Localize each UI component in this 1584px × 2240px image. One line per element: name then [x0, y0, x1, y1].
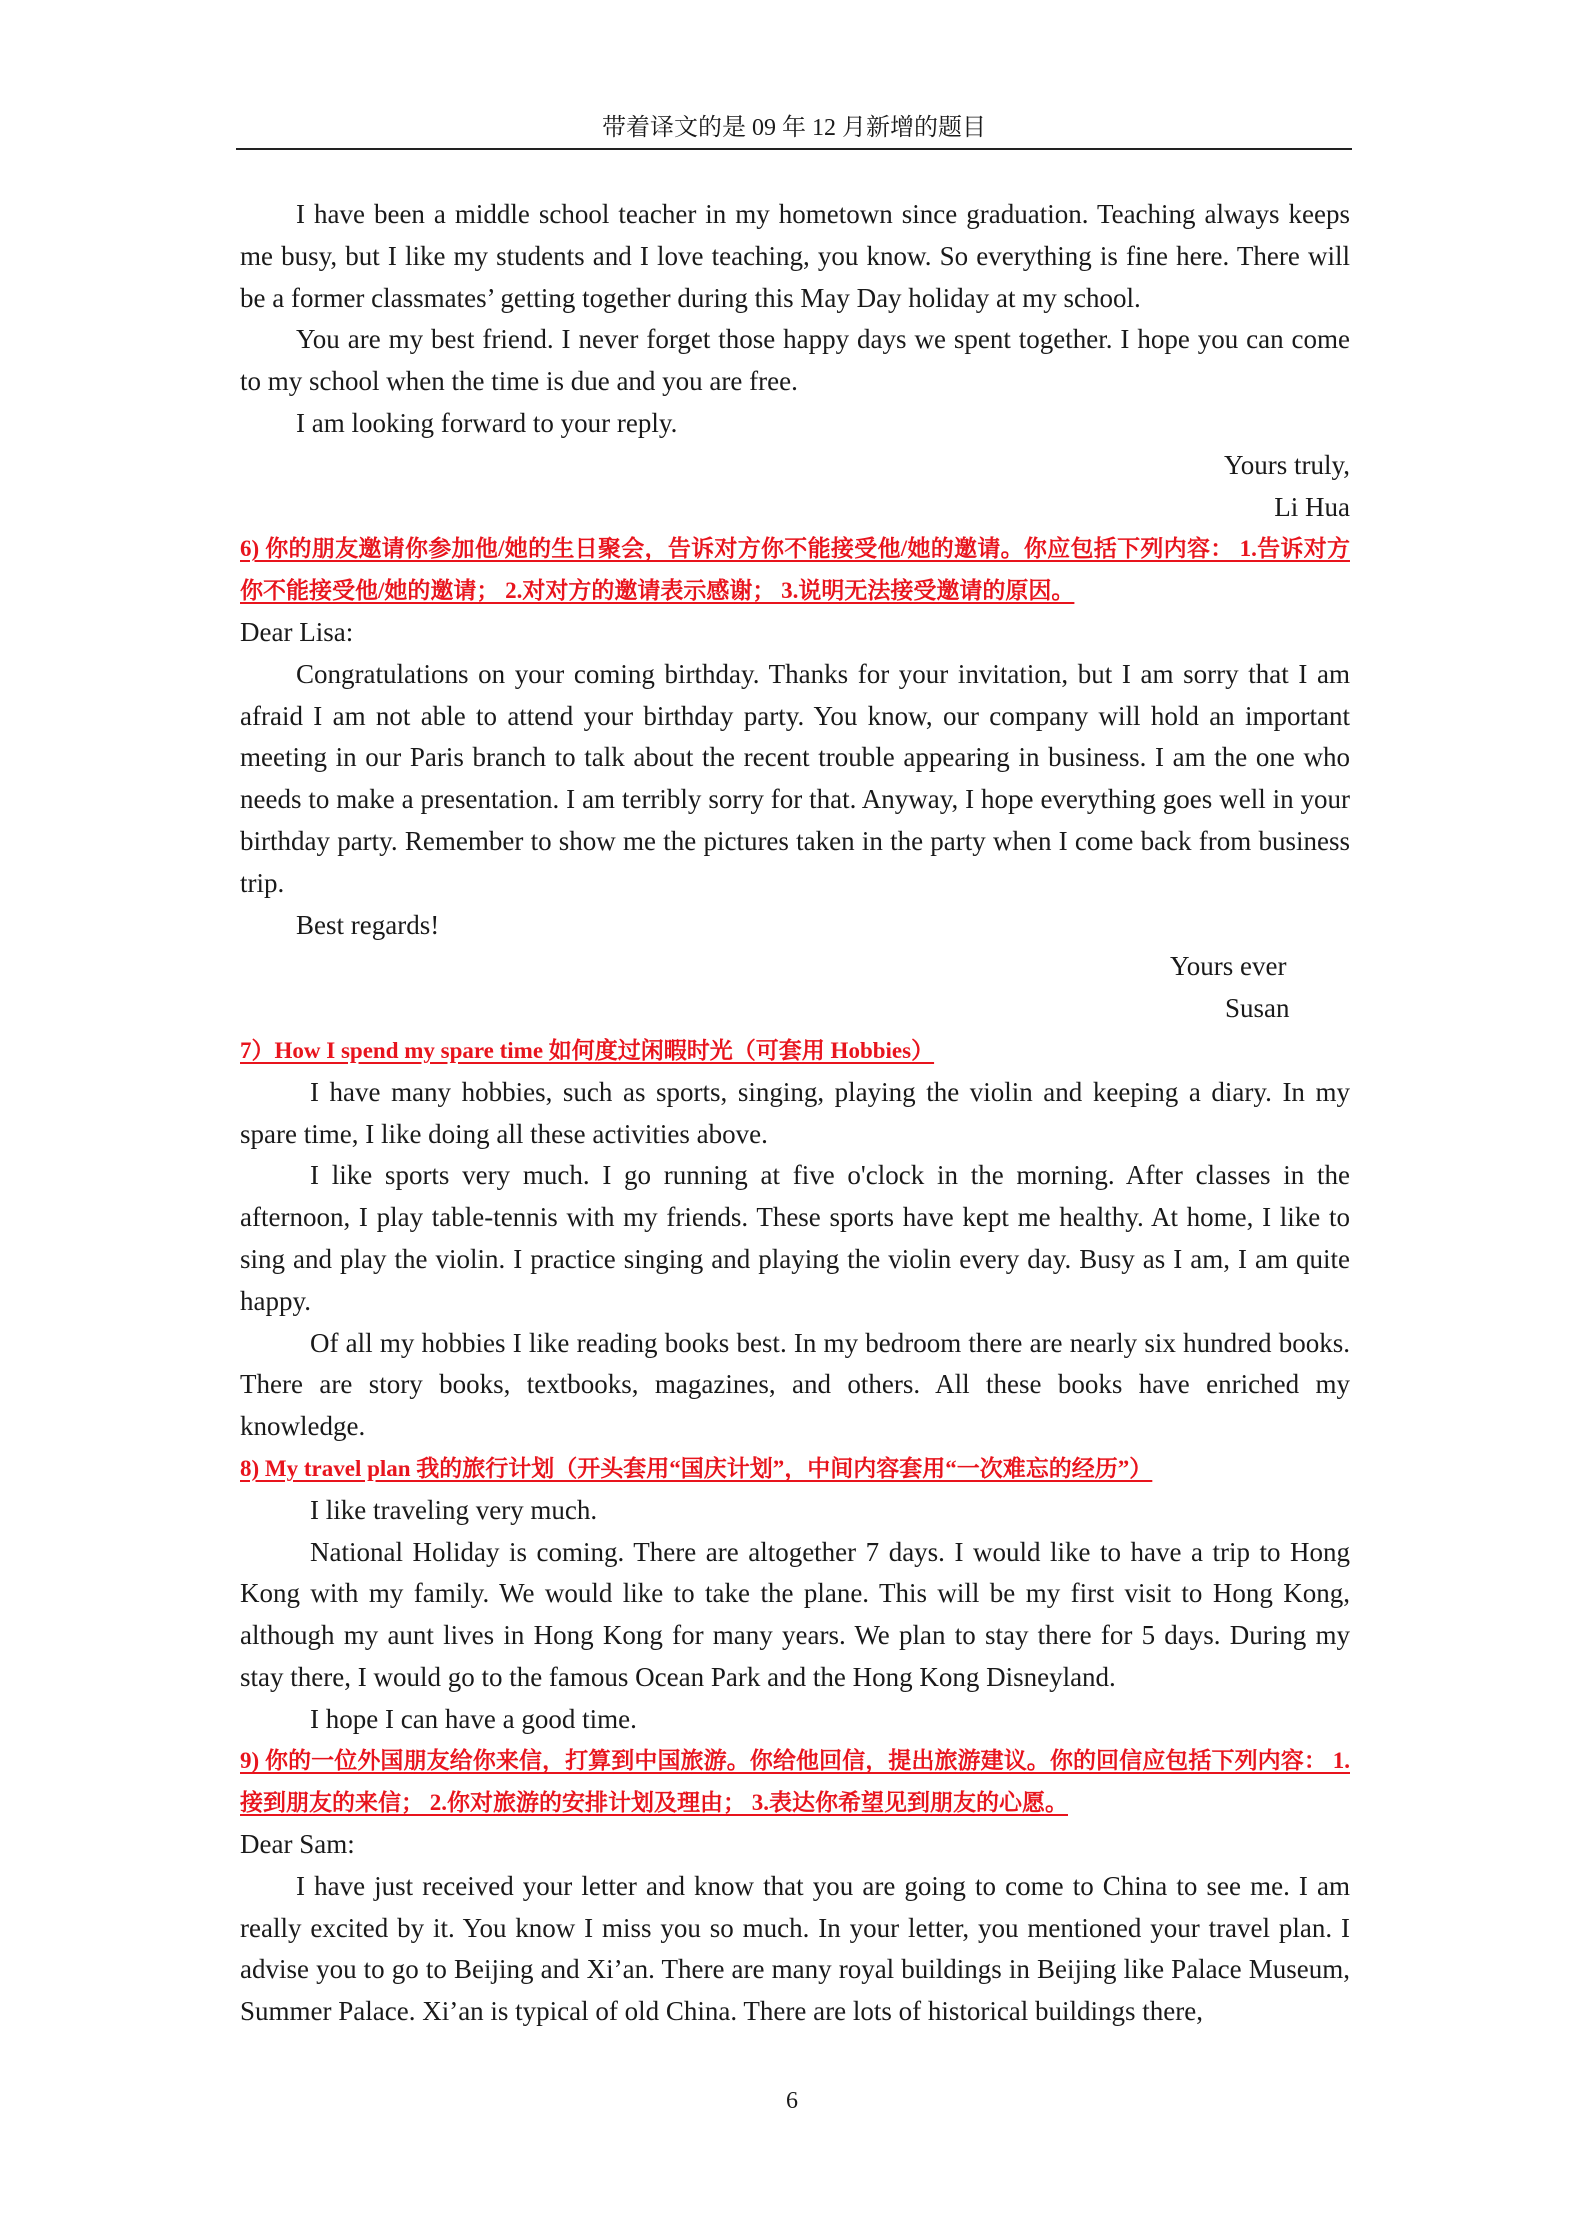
item-7-task: 7）How I spend my spare time 如何度过闲暇时光（可套用 Hobbies） — [240, 1037, 935, 1063]
item-6-task: 6) 你的朋友邀请你参加他/她的生日聚会，告诉对方你不能接受他/她的邀请。你应包括下列内容： 1.告诉对方你不能接受他/她的邀请； 2.对对方的邀请表示感谢； 3.说明无法接受邀请的原因。 — [240, 536, 1350, 604]
item-6-closing: Yours ever — [1170, 951, 1287, 982]
letter-a-paragraph-3: I am looking forward to your reply. — [296, 407, 678, 438]
item-6-paragraph-2: Best regards! — [296, 909, 440, 940]
letter-a-paragraph-2: You are my best friend. I never forget those happy days we spent together. I hope you can come to my school when the time is due and you are free. — [240, 324, 1350, 397]
item-6-paragraph-1: Congratulations on your coming birthday. Thanks for your invitation, but I am sorry that I am afraid I am not able to attend your birthday party. You know, our company will hold an important meeting in our Paris branch to talk about the recent trouble appearing in business. I am the one who needs to make a presentation. I am terribly sorry for that. Anyway, I hope everything goes well in your birthday party. Remember to show me the pictures taken in the party when I come back from business trip. — [240, 658, 1350, 898]
document-body — [240, 194, 1350, 2033]
item-8-paragraph-3: I hope I can have a good time. — [310, 1703, 637, 1734]
item-9-task: 9) 你的一位外国朋友给你来信，打算到中国旅游。你给他回信，提出旅游建议。你的回信应包括下列内容： 1.接到朋友的来信； 2.你对旅游的安排计划及理由； 3.表达你希望见到朋友的心愿。 — [240, 1748, 1350, 1816]
item-8-task: 8) My travel plan 我的旅行计划（开头套用“国庆计划”，中间内容套用“一次难忘的经历”） — [240, 1455, 1153, 1481]
item-8-paragraph-2: National Holiday is coming. There are altogether 7 days. I would like to have a trip to Hong Kong with my family. We would like to take the plane. This will be my first visit to Hong Kong, although my aunt lives in Hong Kong for many years. We plan to stay there for 5 days. During my stay there, I would go to the famous Ocean Park and the Hong Kong Disneyland. — [240, 1536, 1350, 1692]
item-9-salutation: Dear Sam: — [240, 1829, 355, 1860]
letter-a-signature: Li Hua — [1274, 491, 1350, 522]
item-9-paragraph-1: I have just received your letter and know that you are going to come to China to see me. I am really excited by it. You know I miss you so much. In your letter, you mentioned your travel plan. I advise you to go to Beijing and Xi’an. There are many royal buildings in Beijing like Palace Museum, Summer Palace. Xi’an is typical of old China. There are lots of historical buildings there, — [240, 1870, 1350, 2027]
page-number: 6 — [786, 2088, 798, 2114]
item-6-salutation: Dear Lisa: — [240, 616, 354, 647]
letter-a-closing: Yours truly, — [1223, 449, 1350, 480]
item-6-signature: Susan — [1225, 993, 1290, 1024]
item-7-paragraph-2: I like sports very much. I go running at five o'clock in the morning. After classes in the afternoon, I play table-tennis with my friends. These sports have kept me healthy. At home, I like to sing and play the violin. I practice singing and playing the violin every day. Busy as I am, I am quite happy. — [240, 1160, 1350, 1316]
letter-a-paragraph-1: I have been a middle school teacher in my hometown since graduation. Teaching always keeps me busy, but I like my students and I love teaching, you know. So everything is fine here. There will be a former classmates’ getting together during this May Day holiday at my school. — [240, 199, 1350, 313]
page-header: 带着译文的是 09 年 12 月新增的题目 — [236, 108, 1352, 150]
item-7-paragraph-3: Of all my hobbies I like reading books best. In my bedroom there are nearly six hundred books. There are story books, textbooks, magazines, and others. All these books have enriched my knowledge. — [240, 1327, 1350, 1442]
item-8-paragraph-1: I like traveling very much. — [310, 1494, 598, 1525]
item-7-paragraph-1: I have many hobbies, such as sports, singing, playing the violin and keeping a diary. In my spare time, I like doing all these activities above. — [240, 1076, 1350, 1149]
